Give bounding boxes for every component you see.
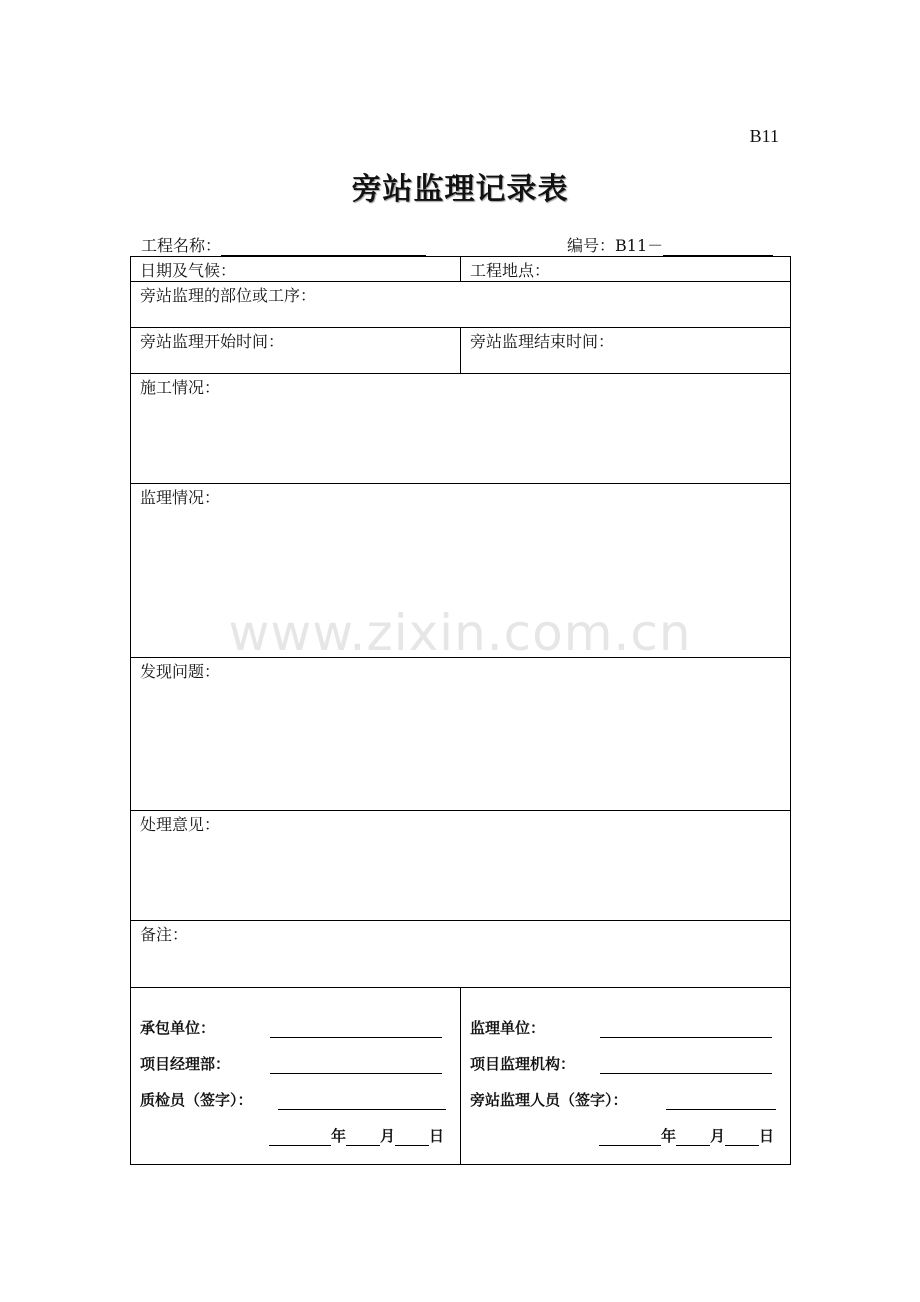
- part-process-cell[interactable]: [131, 282, 791, 328]
- supervisor-label: 旁站监理人员（签字）：: [470, 1091, 628, 1109]
- watermark-text: www.zixin.com.cn: [228, 604, 692, 662]
- contractor-unit-line: [140, 1018, 460, 1054]
- year-blank[interactable]: [599, 1131, 661, 1146]
- project-dept-blank[interactable]: [270, 1059, 442, 1074]
- contractor-unit-blank[interactable]: [270, 1023, 442, 1038]
- serial-blank[interactable]: [663, 239, 773, 256]
- supervision-unit-line: [470, 1018, 790, 1054]
- end-time-cell[interactable]: [461, 328, 791, 374]
- problems-cell[interactable]: [131, 658, 791, 811]
- year-label: 年: [660, 1127, 676, 1145]
- serial-field: [567, 233, 773, 256]
- handling-label: 处理意见：: [140, 815, 221, 834]
- day-label: 日: [758, 1127, 774, 1145]
- day-blank[interactable]: [725, 1131, 759, 1146]
- month-blank[interactable]: [676, 1131, 710, 1146]
- record-table: [130, 256, 791, 1165]
- supervision-unit-blank[interactable]: [600, 1023, 772, 1038]
- month-label: 月: [709, 1127, 725, 1145]
- project-dept-line: [140, 1054, 460, 1090]
- form-code: B11: [749, 126, 779, 146]
- supervision-org-blank[interactable]: [600, 1059, 772, 1074]
- supervision-org-label: 项目监理机构：: [470, 1055, 576, 1073]
- supervisor-line: [470, 1090, 790, 1126]
- inspector-label: 质检员（签字）：: [140, 1091, 253, 1109]
- construction-label: 施工情况：: [140, 378, 221, 397]
- inspector-line: [140, 1090, 460, 1126]
- supervisor-blank[interactable]: [666, 1095, 776, 1110]
- end-time-label: 旁站监理结束时间：: [470, 332, 615, 351]
- remarks-cell[interactable]: [131, 921, 791, 988]
- problems-label: 发现问题：: [140, 662, 221, 681]
- supervisor-signature-cell: [461, 988, 791, 1165]
- serial-label: 编号：B11－: [567, 236, 664, 255]
- contractor-signature-cell: [131, 988, 461, 1165]
- part-process-label: 旁站监理的部位或工序：: [140, 286, 317, 305]
- supervisor-date: [470, 1126, 790, 1146]
- day-blank[interactable]: [395, 1131, 429, 1146]
- day-label: 日: [428, 1127, 444, 1145]
- contractor-date: [140, 1126, 460, 1146]
- month-blank[interactable]: [346, 1131, 380, 1146]
- month-label: 月: [379, 1127, 395, 1145]
- year-label: 年: [330, 1127, 346, 1145]
- start-time-label: 旁站监理开始时间：: [140, 332, 285, 351]
- project-name-label: 工程名称：: [141, 236, 222, 255]
- handling-cell[interactable]: [131, 811, 791, 921]
- page-title: 旁站监理记录表: [351, 172, 569, 207]
- supervision-org-line: [470, 1054, 790, 1090]
- date-weather-label: 日期及气候：: [140, 261, 237, 280]
- location-label: 工程地点：: [470, 261, 551, 280]
- location-cell[interactable]: [461, 257, 791, 282]
- start-time-cell[interactable]: [131, 328, 461, 374]
- project-name-field: [141, 233, 426, 256]
- remarks-label: 备注：: [140, 925, 189, 944]
- supervision-unit-label: 监理单位：: [470, 1019, 546, 1037]
- construction-cell[interactable]: [131, 374, 791, 484]
- supervision-label: 监理情况：: [140, 488, 221, 507]
- project-name-blank[interactable]: [221, 239, 426, 256]
- date-weather-cell[interactable]: [131, 257, 461, 282]
- inspector-blank[interactable]: [278, 1095, 446, 1110]
- year-blank[interactable]: [269, 1131, 331, 1146]
- project-dept-label: 项目经理部：: [140, 1055, 231, 1073]
- contractor-unit-label: 承包单位：: [140, 1019, 216, 1037]
